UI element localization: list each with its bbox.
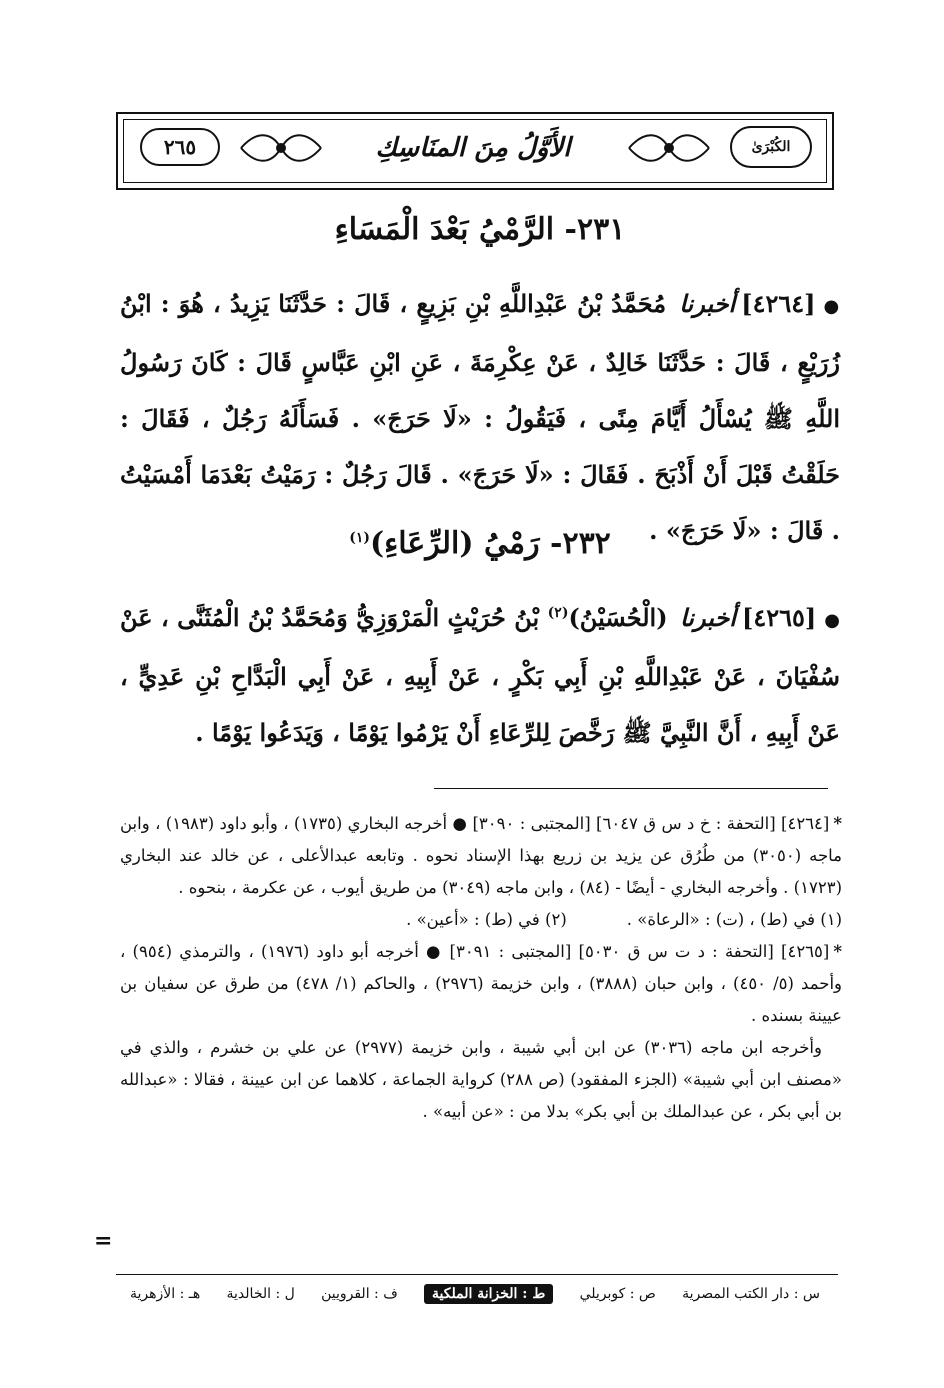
hadith-body: مُحَمَّدُ بْنُ عَبْدِاللَّهِ بْنِ بَزِيعٍ ، قَالَ : حَدَّثَنَا يَزِيدُ ، هُوَ : ابْنُ زُرَيْعٍ ، قَالَ : حَدَّثَنَا خَالِدٌ ، عَنْ عِكْرِمَةَ ، عَنِ ابْنِ عَبَّاسٍ قَالَ : كَانَ رَسُولُ اللَّهِ ﷺ يُسْأَلُ أَيَّامَ مِنًى ، فَيَقُولُ : «لَا حَرَجَ» . فَسَأَلَهُ رَجُلٌ ، فَقَالَ : حَلَقْتُ قَبْلَ أَنْ أَذْبَحَ . فَقَالَ : «لَا حَرَجَ» . قَالَ رَجُلٌ : رَمَيْتُ بَعْدَمَا أَمْسَيْتُ . قَالَ : «لَا حَرَجَ» . bbox=[120, 289, 840, 545]
legend-item: ل : الخالدية bbox=[226, 1286, 295, 1302]
narrator-name: (الْحُسَيْنُ) bbox=[568, 603, 668, 632]
bullet-icon: ● bbox=[824, 610, 841, 631]
legend-item: ف : القرويين bbox=[321, 1286, 398, 1302]
hadith-body: بْنُ حُرَيْثٍ الْمَرْوَزِيُّ وَمُحَمَّدُ بْنُ الْمُثَنَّى ، عَنْ سُفْيَانَ ، عَنْ عَبْدِاللَّهِ بْنِ أَبِي بَكْرٍ ، عَنْ أَبِيهِ ، عَنْ أَبِي الْبَدَّاحِ بْنِ عَدِيٍّ ، عَنْ أَبِيهِ ، أَنَّ النَّبِيَّ ﷺ رَخَّصَ لِلرِّعَاءِ أَنْ يَرْمُوا يَوْمًا ، وَيَدَعُوا يَوْمًا . bbox=[120, 603, 840, 747]
hadith-text bbox=[120, 276, 840, 559]
bullet-icon: ● bbox=[823, 296, 841, 317]
legend-divider bbox=[116, 1274, 838, 1275]
star-icon: * bbox=[833, 942, 842, 961]
note-text: [٤٢٦٤] [التحفة : خ د س ق ٦٠٤٧] [المجتبى : ٣٠٩٠] ● أخرجه البخاري (١٧٣٥) ، وأبو داود (١٩٨٣) ، وابن ماجه (٣٠٥٠) من طُرُق عن يزيد بن زريع بهذا الإسناد نحوه . وتابعه عبدالأعلى ، عن خالد عند البخاري (١٧٢٣) . وأخرجه البخاري - أيضًا - (٨٤) ، وابن ماجه (٣٠٤٩) من طريق أيوب ، عن عكرمة ، بنحوه . bbox=[120, 814, 843, 897]
chapter-title-text: ٢٣٢- رَمْيُ (الرِّعَاءِ) bbox=[369, 526, 611, 561]
star-icon: * bbox=[833, 814, 842, 833]
page-number: ٢٦٥ bbox=[140, 128, 220, 166]
continuation-mark: = bbox=[94, 1228, 113, 1254]
note-4265-continued: وأخرجه ابن ماجه (٣٠٣٦) عن ابن أبي شيبة ، وابن خزيمة (٢٩٧٧) عن علي بن خشرم ، والذي في «مصنف ابن أبي شيبة» (الجزء المفقود) (ص ٢٨٨) كرواية الجماعة ، كلاهما عن ابن عيينة ، فقالا : «عبدالله بن أبي بكر ، عن عبدالملك بن أبي بكر» بدلا من : «عن أبيه» . bbox=[120, 1038, 842, 1121]
manuscript-legend bbox=[130, 1284, 820, 1304]
takhrij-notes bbox=[120, 808, 842, 1128]
ornament-icon bbox=[236, 126, 326, 170]
note-text: [٤٢٦٥] [التحفة : د ت س ق ٥٠٣٠] [المجتبى : ٣٠٩١] ● أخرجه أبو داود (١٩٧٦) ، والترمذي (٩٥٤) ، وأحمد (٥/ ٤٥٠) ، وابن حبان (٣٨٨٨) ، وابن خزيمة (٢٩٧٦) ، والحاكم (١/ ٤٧٨) من طرق عن سفيان بن عيينة بسنده . bbox=[120, 942, 842, 1025]
akhbarana-label: أخبرنا bbox=[679, 289, 736, 318]
note-4264 bbox=[120, 808, 842, 904]
hadith-4265 bbox=[120, 590, 840, 761]
chapter-title bbox=[120, 526, 840, 561]
hadith-number: [٤٢٦٥] bbox=[741, 603, 817, 632]
book-seal: الكُبْرَىٰ bbox=[730, 126, 812, 168]
ornament-icon bbox=[624, 126, 714, 170]
legend-item: س : دار الكتب المصرية bbox=[682, 1286, 820, 1302]
legend-item-highlighted: ط : الخزانة الملكية bbox=[424, 1284, 553, 1304]
hadith-number: [٤٢٦٤] bbox=[741, 289, 816, 318]
akhbarana-label: أخبرنا bbox=[679, 603, 736, 632]
footnote-divider bbox=[434, 788, 828, 789]
legend-item: ص : كوبريلي bbox=[579, 1286, 656, 1302]
footnote-ref: (٢) bbox=[547, 605, 569, 621]
footnote-2: (٢) في (ط) : «أعين» . bbox=[406, 910, 567, 929]
footnote-1: (١) في (ط) ، (ت) : «الرعاة» . bbox=[626, 910, 842, 929]
page-header bbox=[116, 112, 834, 190]
chapter-title: ٢٣١- الرَّمْيُ بَعْدَ الْمَسَاءِ bbox=[334, 212, 626, 247]
footnote-ref: (١) bbox=[349, 530, 370, 546]
hadith-text bbox=[120, 590, 840, 761]
hadith-4264 bbox=[120, 276, 840, 559]
header-title: الأَوَّلُ مِنَ المنَاسِكِ bbox=[375, 133, 571, 163]
footnotes-row bbox=[120, 904, 842, 936]
note-4265 bbox=[120, 936, 842, 1032]
legend-item: هـ : الأزهرية bbox=[130, 1286, 201, 1302]
